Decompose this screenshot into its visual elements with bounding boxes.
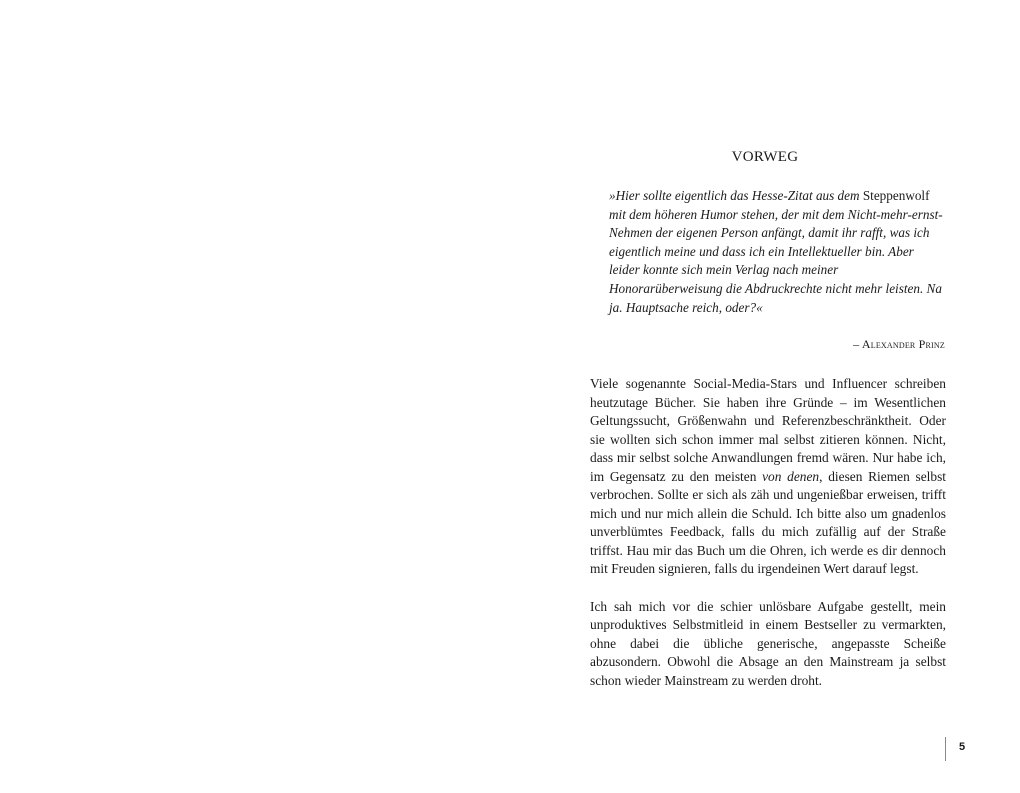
body-paragraph-2: Ich sah mich vor die schier unlösbare Aufgabe gestellt, mein unproduktives Selbstmitleid in einem Bestseller zu vermarkten, ohne dabei die übliche generische, angepasste Scheiße abzusondern. Obwohl die Absage an den Mainstream ja selbst schon wieder Mainstream zu werden droht. [590, 598, 946, 688]
paragraph-1-emphasis: von denen [762, 468, 820, 484]
body-paragraph-1 [590, 375, 946, 579]
epigraph-book-title: Steppenwolf [862, 188, 930, 203]
paragraph-1-text-1: Viele sogenannte Social-Media-Stars und Influencer schreiben heutzutage Bücher. Sie haben ihre Gründe – im Wesentlichen Geltungssucht, Größenwahn und Referenzbeschränktheit. Oder sie wollten sich schon immer mal selbst zitieren können. Nicht, dass mir selbst solche Anwandlungen fremd wären. Nur habe ich, im Gegensatz zu den meisten [590, 376, 946, 484]
epigraph-quote [609, 187, 945, 317]
body-text [590, 375, 946, 690]
epigraph-text-1: »Hier sollte eigentlich das Hesse-Zitat aus dem [609, 188, 863, 203]
page-number: 5 [959, 741, 966, 753]
paragraph-1-text-2: , diesen Riemen selbst verbrochen. Sollte er sich als zäh und ungenießbar erweisen, trifft mich und nur mich allein die Schuld. Ich bitte also um gnadenlos unverblümtes Feedback, falls du mich zufällig auf der Straße triffst. Hau mir das Buch um die Ohren, ich werde es dir dennoch mit Freuden signieren, falls du irgendeinen Wert darauf legst. [590, 468, 946, 577]
page-number-rule [945, 737, 946, 761]
right-page [510, 0, 1020, 793]
epigraph-attribution: – Alexander Prinz [853, 337, 945, 351]
epigraph-text-2: mit dem höheren Humor stehen, der mit dem Nicht-mehr-ernst-Nehmen der eigenen Person anfängt, damit ihr rafft, was ich eigentlich meine und dass ich ein Intellektueller bin. Aber leider konnte sich mein Verlag nach meiner Honorarüberweisung die Abdruckrechte nicht mehr leisten. Na ja. Hauptsache reich, oder?« [609, 206, 943, 315]
chapter-title: VORWEG [731, 149, 799, 165]
